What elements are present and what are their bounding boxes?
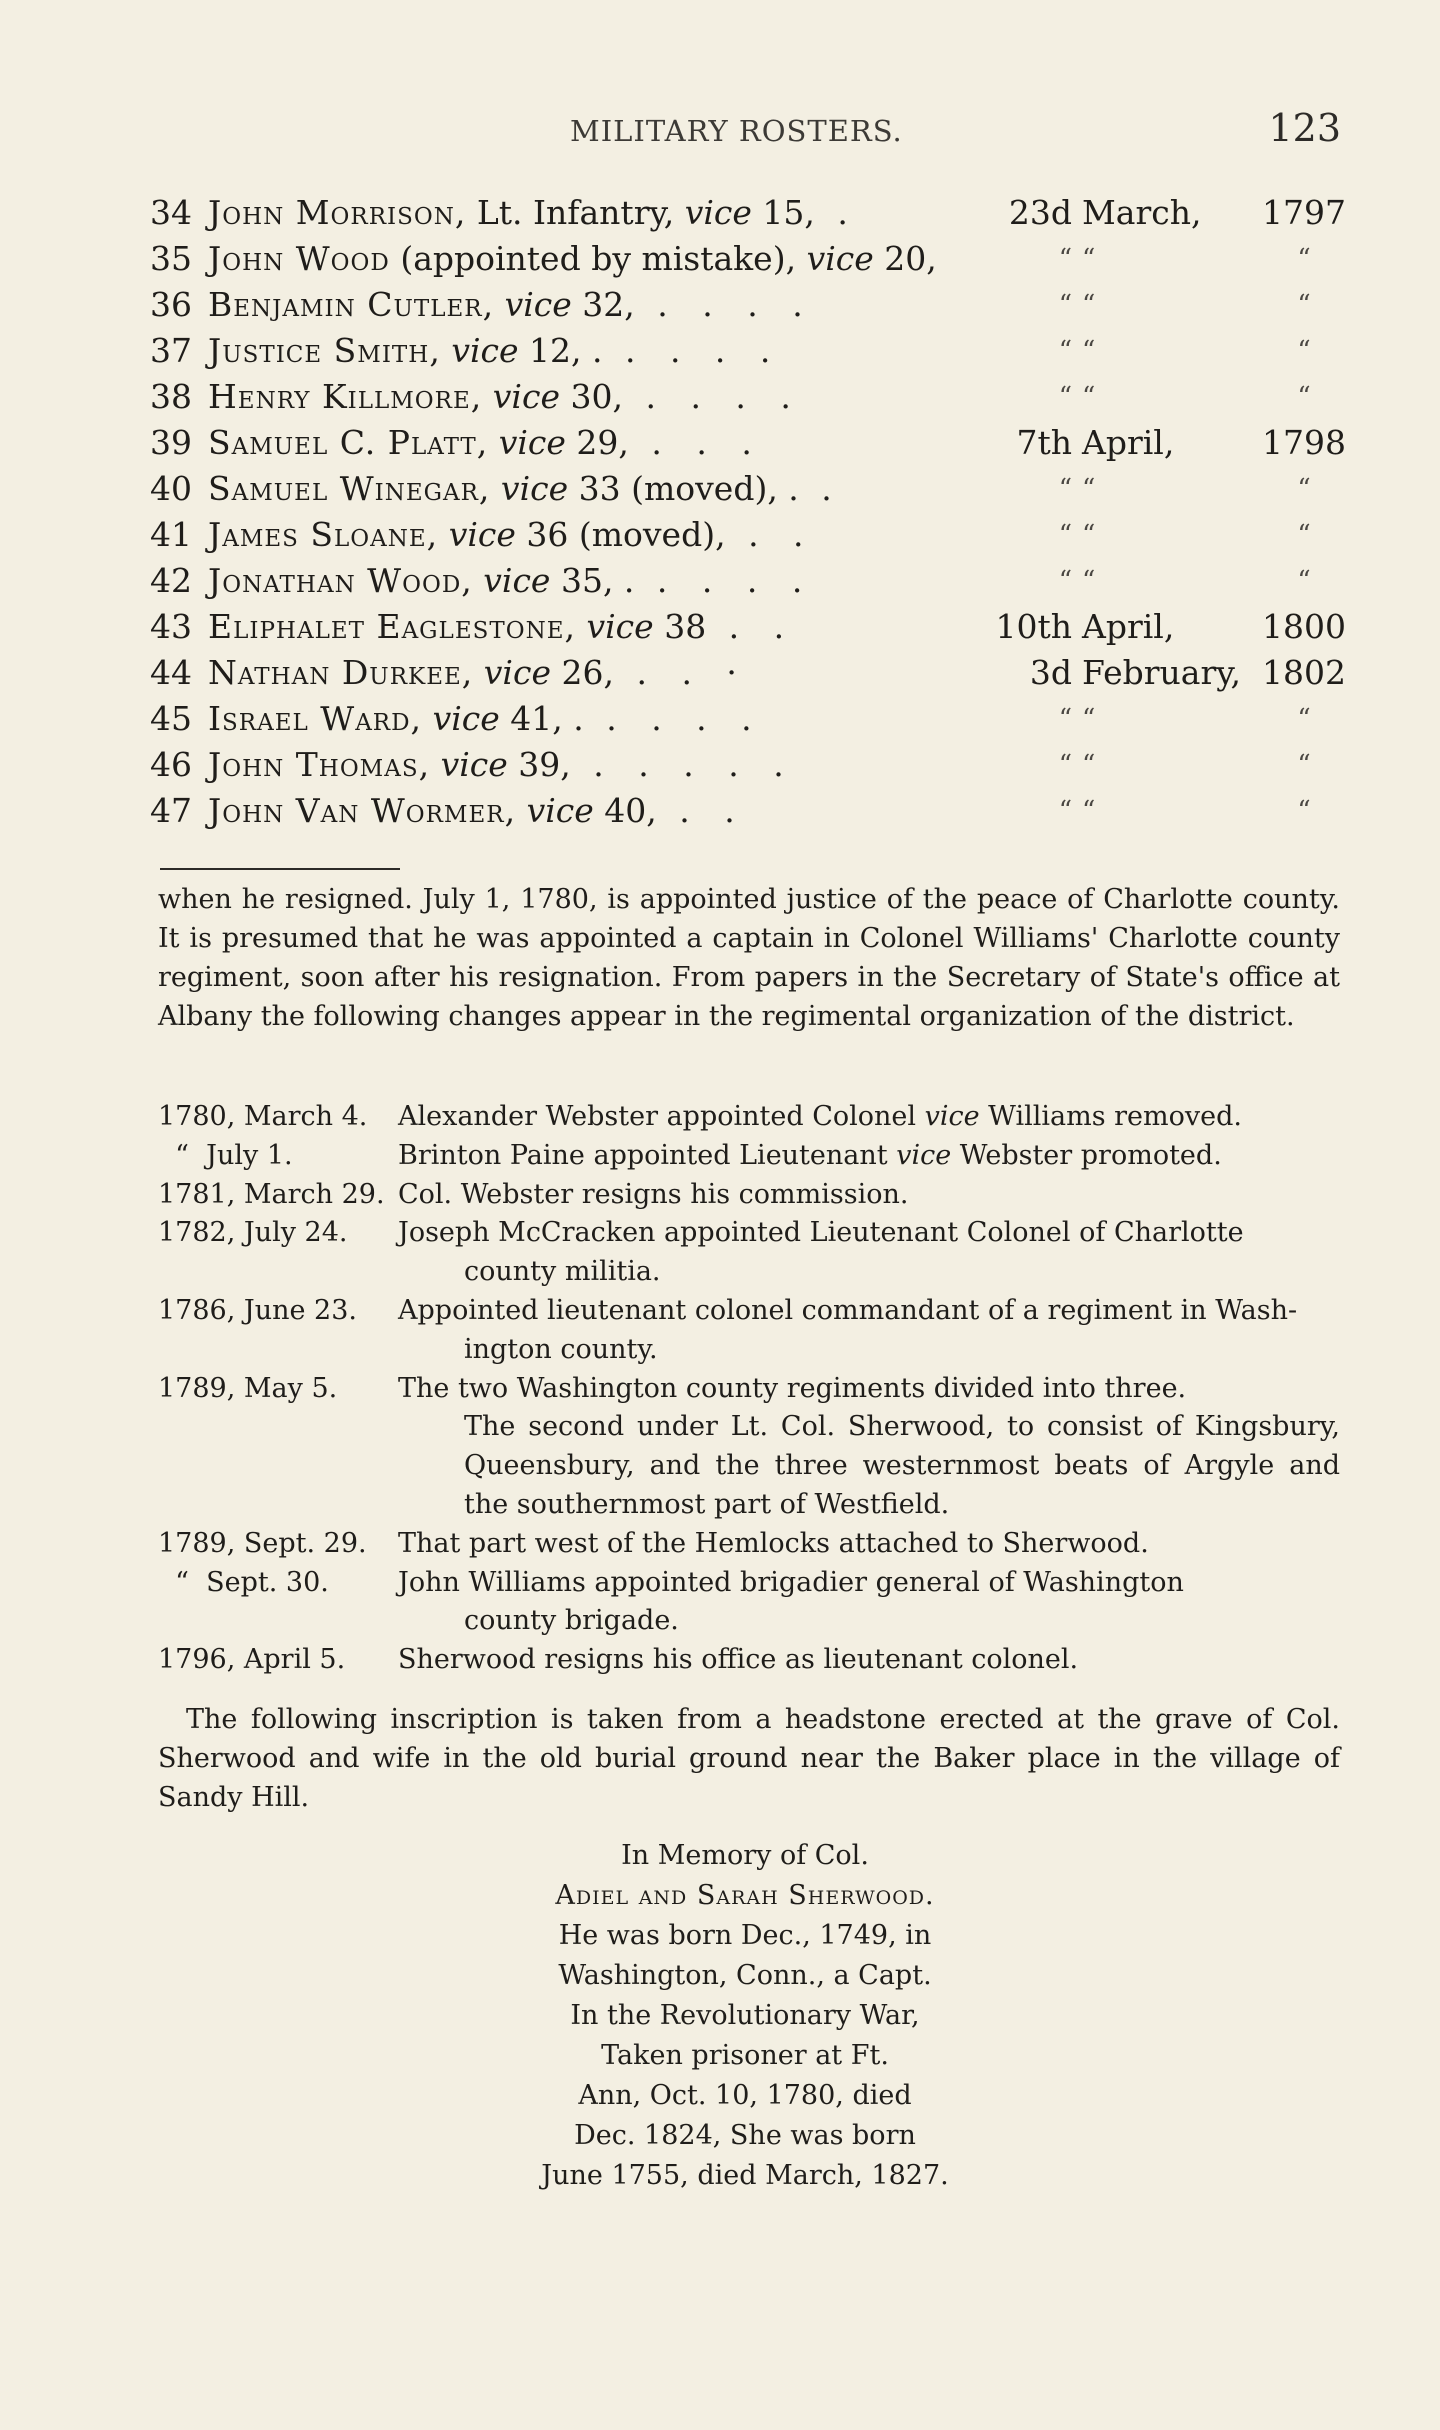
officer-name: John Wood xyxy=(208,239,390,278)
vice-word: vice xyxy=(806,239,874,278)
officer-name: Samuel C. Platt, xyxy=(208,423,489,462)
vice-word: vice xyxy=(896,1139,952,1171)
leader-dots: . xyxy=(814,193,860,232)
roster-number: 41 xyxy=(150,515,192,554)
vice-word: vice xyxy=(448,515,516,554)
date-day: 3d xyxy=(1029,653,1072,692)
date-year: “ xyxy=(1297,290,1311,320)
roster-number: 39 xyxy=(150,423,192,462)
chronology-entry xyxy=(158,1098,1340,1137)
entry-description: 36 (moved), xyxy=(515,515,726,554)
roster-number: 46 xyxy=(150,745,192,784)
date-year: “ xyxy=(1297,520,1311,550)
leader-dots: . . xyxy=(656,791,747,830)
date-year: “ xyxy=(1297,704,1311,734)
roster-row xyxy=(150,512,1350,558)
leader-dots: . . . . xyxy=(622,377,803,416)
entry-description: 12, . xyxy=(518,331,603,370)
chronology-entry xyxy=(158,1641,1340,1680)
chronology-text xyxy=(398,1564,1340,1603)
leader-dots: . . . . xyxy=(602,331,783,370)
officer-name: James Sloane, xyxy=(208,515,439,554)
chronology-text-part: John Williams appointed brigadier general of Washington xyxy=(398,1566,1184,1598)
roster-row xyxy=(150,374,1350,420)
roster-entry xyxy=(208,190,860,236)
roster-row xyxy=(150,696,1350,742)
date-day: 10th xyxy=(995,607,1072,646)
entry-description xyxy=(490,469,501,508)
chronology-entry xyxy=(158,1370,1340,1525)
date-day: “ xyxy=(1058,796,1072,826)
chronology-text-part: That part west of the Hemlocks attached to Sherwood. xyxy=(398,1527,1149,1559)
roster-row xyxy=(150,604,1350,650)
running-title: MILITARY ROSTERS. xyxy=(570,114,903,148)
footnote-paragraph: when he resigned. July 1, 1780, is appointed justice of the peace of Charlotte county. It is presumed that he was appointed a captain in Colonel Williams' Charlotte county regiment, soon after his resignation. From papers in the Secretary of State's office at Albany the following changes appear in the regimental organization of the district. xyxy=(158,884,1340,1032)
date-month: “ xyxy=(1082,336,1096,366)
entry-description: 41, . xyxy=(499,699,584,738)
inscription-line: In Memory of Col. xyxy=(621,1840,869,1871)
chronology-text-part: Sherwood resigns his office as lieutenant colonel. xyxy=(398,1644,1079,1676)
date-day: 7th xyxy=(1016,423,1072,462)
chronology-continuation: county brigade. xyxy=(464,1605,679,1637)
chronology-continuation: county militia. xyxy=(464,1256,661,1288)
officer-name: Eliphalet Eaglestone, xyxy=(208,607,576,646)
date-month: “ xyxy=(1082,244,1096,274)
officer-name: John Morrison, xyxy=(208,193,467,232)
date-month: “ xyxy=(1082,750,1096,780)
vice-word: vice xyxy=(924,1101,980,1132)
chronology-list xyxy=(158,1098,1340,1680)
chronology-text-part: Brinton Paine appointed Lieutenant xyxy=(398,1139,897,1171)
officer-name: Justice Smith, xyxy=(208,331,441,370)
entry-description xyxy=(441,331,452,370)
roster-number: 43 xyxy=(150,607,192,646)
chronology-date: 1796, April 5. xyxy=(158,1644,346,1676)
chronology-date: 1786, June 23. xyxy=(158,1294,357,1326)
date-year: “ xyxy=(1297,336,1311,366)
roster-number: 42 xyxy=(150,561,192,600)
chronology-continuation: ington county. xyxy=(464,1333,658,1365)
entry-description: 30, xyxy=(559,377,623,416)
chronology-text-part: Joseph McCracken appointed Lieutenant Colonel of Charlotte xyxy=(398,1217,1244,1249)
vice-word: vice xyxy=(684,193,752,232)
date-day: “ xyxy=(1058,750,1072,780)
entry-description xyxy=(438,515,449,554)
date-year: 1802 xyxy=(1262,653,1346,692)
page-header xyxy=(150,100,1345,160)
chronology-text-part: The two Washington county regiments divided into three. xyxy=(398,1372,1187,1404)
page-number: 123 xyxy=(1268,106,1341,150)
roster-row xyxy=(150,328,1350,374)
leader-dots: . . xyxy=(725,515,816,554)
roster-number: 36 xyxy=(150,285,192,324)
entry-description xyxy=(430,745,441,784)
chronology-text xyxy=(398,1098,1340,1137)
vice-word: vice xyxy=(586,607,654,646)
entry-description xyxy=(422,699,433,738)
leader-dots: . . . xyxy=(628,423,764,462)
date-year: 1798 xyxy=(1262,423,1346,462)
chronology-date: 1789, Sept. 29. xyxy=(158,1527,367,1559)
date-month: “ xyxy=(1082,704,1096,734)
chronology-date: 1789, May 5. xyxy=(158,1372,338,1404)
entry-description: (appointed by mistake), xyxy=(389,239,807,278)
chronology-text-part: Alexander Webster appointed Colonel xyxy=(398,1101,925,1132)
inscription-line: Taken prisoner at Ft. xyxy=(601,2040,889,2071)
roster-number: 38 xyxy=(150,377,192,416)
roster-entry xyxy=(208,236,937,282)
date-day: “ xyxy=(1058,336,1072,366)
entry-description xyxy=(494,285,505,324)
officer-name: John Thomas, xyxy=(208,745,431,784)
date-year: “ xyxy=(1297,474,1311,504)
roster-number: 40 xyxy=(150,469,192,508)
roster-entry xyxy=(208,374,803,420)
date-day: “ xyxy=(1058,474,1072,504)
chronology-text xyxy=(398,1176,1340,1215)
roster-row xyxy=(150,788,1350,834)
date-day: “ xyxy=(1058,244,1072,274)
chronology-entry xyxy=(158,1137,1340,1176)
date-month: “ xyxy=(1082,796,1096,826)
vice-word: vice xyxy=(451,331,519,370)
officer-name: Israel Ward, xyxy=(208,699,423,738)
chronology-continuation: The second under Lt. Col. Sherwood, to consist of Kingsbury, Queensbury, and the three westernmost beats of Argyle and the southernmost part of Westfield. xyxy=(464,1411,1340,1520)
footnote-divider xyxy=(160,868,400,870)
entry-description xyxy=(473,653,484,692)
officer-name: Samuel Winegar, xyxy=(208,469,491,508)
officer-name: John Van Wormer, xyxy=(208,791,517,830)
roster-entry xyxy=(208,696,764,742)
vice-word: vice xyxy=(498,423,566,462)
date-month: March, xyxy=(1082,193,1202,232)
roster-entry xyxy=(208,512,816,558)
date-month: “ xyxy=(1082,566,1096,596)
chronology-text xyxy=(398,1214,1340,1253)
chronology-text xyxy=(398,1292,1340,1331)
entry-description xyxy=(516,791,527,830)
date-month: “ xyxy=(1082,382,1096,412)
roster-number: 35 xyxy=(150,239,192,278)
roster-entry xyxy=(208,650,749,696)
leader-dots: . . xyxy=(706,607,797,646)
date-year: 1797 xyxy=(1262,193,1346,232)
officer-name: Benjamin Cutler, xyxy=(208,285,495,324)
officer-name: Nathan Durkee, xyxy=(208,653,474,692)
chronology-entry xyxy=(158,1292,1340,1370)
chronology-date: 1781, March 29. xyxy=(158,1178,385,1210)
vice-word: vice xyxy=(504,285,572,324)
date-month: February, xyxy=(1082,653,1241,692)
entry-description xyxy=(488,423,499,462)
roster-number: 34 xyxy=(150,193,192,232)
chronology-date: 1782, July 24. xyxy=(158,1217,348,1249)
roster-number: 47 xyxy=(150,791,192,830)
officer-roster xyxy=(150,190,1350,834)
chronology-text xyxy=(398,1370,1340,1409)
date-month: “ xyxy=(1082,520,1096,550)
date-year: “ xyxy=(1297,796,1311,826)
roster-entry xyxy=(208,742,796,788)
date-year: 1800 xyxy=(1262,607,1346,646)
officer-name: Henry Killmore, xyxy=(208,377,483,416)
roster-entry xyxy=(208,466,844,512)
entry-description xyxy=(576,607,587,646)
date-month: “ xyxy=(1082,290,1096,320)
roster-number: 37 xyxy=(150,331,192,370)
entry-description xyxy=(482,377,493,416)
roster-entry xyxy=(208,282,815,328)
roster-number: 45 xyxy=(150,699,192,738)
entry-description: Lt. Infantry, xyxy=(466,193,685,232)
date-year: “ xyxy=(1297,566,1311,596)
inscription-line: Washington, Conn., a Capt. xyxy=(558,1960,932,1991)
roster-row xyxy=(150,190,1350,236)
roster-row xyxy=(150,742,1350,788)
chronology-text xyxy=(398,1525,1340,1564)
entry-description: 29, xyxy=(565,423,629,462)
roster-row xyxy=(150,420,1350,466)
vice-word: vice xyxy=(483,561,551,600)
leader-dots: . . . . xyxy=(634,561,815,600)
entry-description: 38 xyxy=(653,607,707,646)
officer-name: Jonathan Wood, xyxy=(208,561,473,600)
roster-row xyxy=(150,466,1350,512)
entry-description: 35, . xyxy=(550,561,635,600)
date-month: “ xyxy=(1082,474,1096,504)
date-year: “ xyxy=(1297,750,1311,780)
vice-word: vice xyxy=(500,469,569,508)
leader-dots: . . . . xyxy=(583,699,764,738)
roster-entry xyxy=(208,420,764,466)
entry-description: 33 (moved), . xyxy=(568,469,799,508)
entry-description xyxy=(473,561,484,600)
entry-description: 40, xyxy=(593,791,657,830)
chronology-text-part: Appointed lieutenant colonel commandant of a regiment in Wash- xyxy=(398,1294,1298,1326)
chronology-text-part: Williams removed. xyxy=(979,1101,1242,1132)
vice-word: vice xyxy=(483,653,551,692)
vice-word: vice xyxy=(526,791,594,830)
date-month: April, xyxy=(1082,607,1175,646)
inscription-line: In the Revolutionary War, xyxy=(570,2000,920,2031)
leader-dots: . . · xyxy=(613,653,749,692)
chronology-date: “ Sept. 30. xyxy=(158,1566,329,1598)
roster-row xyxy=(150,282,1350,328)
roster-entry xyxy=(208,328,782,374)
entry-description: 26, xyxy=(550,653,614,692)
date-day: “ xyxy=(1058,290,1072,320)
roster-number: 44 xyxy=(150,653,192,692)
vice-word: vice xyxy=(432,699,500,738)
roster-entry xyxy=(208,604,796,650)
chronology-entry xyxy=(158,1214,1340,1292)
entry-description: 20, xyxy=(873,239,937,278)
entry-description: 15, xyxy=(751,193,815,232)
inscription-line: Adiel and Sarah Sherwood. xyxy=(555,1880,935,1911)
vice-word: vice xyxy=(440,745,508,784)
date-year: “ xyxy=(1297,244,1311,274)
inscription-line: Dec. 1824, She was born xyxy=(574,2120,916,2151)
chronology-date: “ July 1. xyxy=(158,1139,293,1171)
inscription-line: June 1755, died March, 1827. xyxy=(541,2160,949,2191)
date-day: 23d xyxy=(1008,193,1072,232)
entry-description: 32, xyxy=(571,285,635,324)
roster-row xyxy=(150,558,1350,604)
date-day: “ xyxy=(1058,704,1072,734)
chronology-entry xyxy=(158,1176,1340,1215)
date-month: April, xyxy=(1082,423,1175,462)
roster-row xyxy=(150,650,1350,696)
chronology-text-part: Col. Webster resigns his commission. xyxy=(398,1178,909,1210)
chronology-entry xyxy=(158,1564,1340,1642)
date-day: “ xyxy=(1058,566,1072,596)
chronology-text xyxy=(398,1137,1340,1176)
leader-dots: . xyxy=(798,469,844,508)
inscription-intro: The following inscription is taken from a headstone erected at the grave of Col. Sherwood and wife in the old burial ground near the Baker place in the village of Sandy Hill. xyxy=(158,1704,1340,1813)
roster-entry xyxy=(208,788,747,834)
date-year: “ xyxy=(1297,382,1311,412)
inscription-line: He was born Dec., 1749, in xyxy=(558,1920,932,1951)
chronology-text xyxy=(398,1641,1340,1680)
chronology-date: 1780, March 4. xyxy=(158,1101,368,1132)
roster-row xyxy=(150,236,1350,282)
roster-entry xyxy=(208,558,814,604)
chronology-entry xyxy=(158,1525,1340,1564)
headstone-inscription xyxy=(420,1836,1070,2196)
date-day: “ xyxy=(1058,520,1072,550)
chronology-text-part: Webster promoted. xyxy=(951,1139,1222,1171)
inscription-line: Ann, Oct. 10, 1780, died xyxy=(578,2080,912,2111)
vice-word: vice xyxy=(492,377,560,416)
entry-description: 39, xyxy=(507,745,571,784)
leader-dots: . . . . . xyxy=(570,745,796,784)
date-day: “ xyxy=(1058,382,1072,412)
leader-dots: . . . . xyxy=(634,285,815,324)
